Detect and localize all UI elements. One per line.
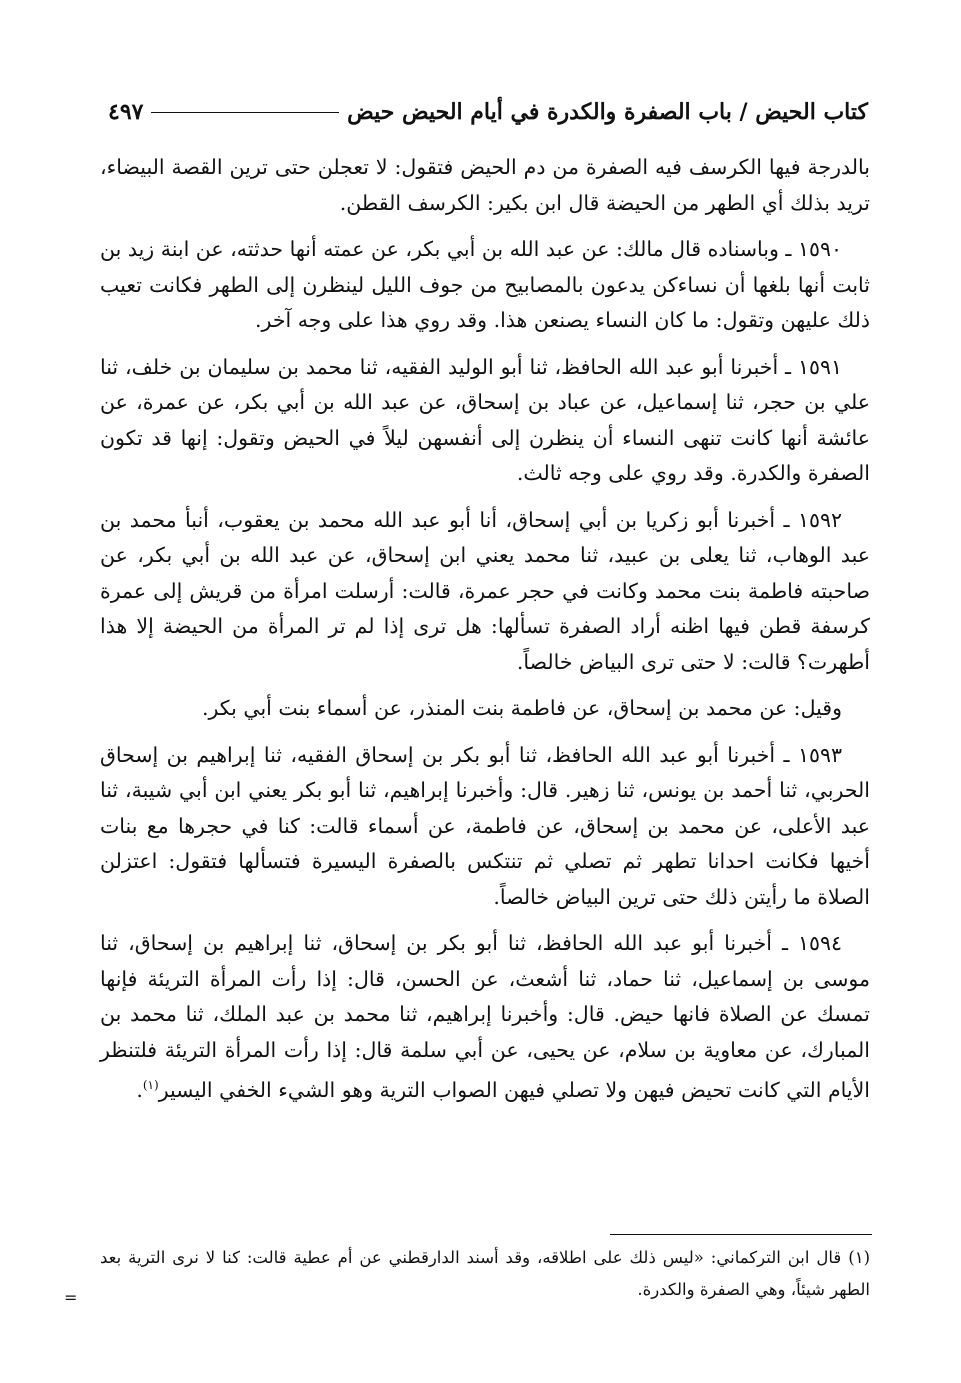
footnote-separator [610,1234,872,1235]
paragraph-1592: ١٥٩٢ ـ أخبرنا أبو زكريا بن أبي إسحاق، أنا أبو عبد الله محمد بن يعقوب، أنبأ محمد بن عبد الوهاب، ثنا يعلى بن عبيد، ثنا محمد يعني ابن إسحاق، عن عبد الله بن أبي بكر، عن صاحبته فاطمة بنت محمد وكانت في حجر عمرة، قالت: أرسلت امرأة من قريش إلى عمرة كرسفة قطن فيها اظنه أراد الصفرة تسألها: هل ترى إذا لم تر المرأة من الحيضة إلا هذا أطهرت؟ قالت: لا حتى ترى البياض خالصاً. [100,507,870,674]
paragraph-1590: ١٥٩٠ ـ وباسناده قال مالك: عن عبد الله بن أبي بكر، عن عمته أنها حدثته، عن ابنة زيد بن ثابت أنها بلغها أن نساءكن يدعون بالمصابيح من جوف الليل لينظرن إلى الطهر فكانت تعيب ذلك عليهن وتقول: ما كان النساء يصنعن هذا. وقد روي هذا على وجه آخر. [100,237,870,332]
header-rule [151,112,339,113]
footnote-reference: (١) [142,1078,159,1092]
main-text [100,150,870,1119]
page-number: ٤٩٧ [108,99,144,125]
closing-period: . [136,1077,143,1102]
footnotes [100,1242,870,1306]
paragraph-1591: ١٥٩١ ـ أخبرنا أبو عبد الله الحافظ، ثنا أبو الوليد الفقيه، ثنا محمد بن سليمان بن خلف، ثنا علي بن حجر، ثنا إسماعيل، عن عباد بن إسحاق، عن عبد الله بن أبي بكر، عن عمرة، عن عائشة أنها كانت تنهى النساء أن ينظرن إلى أنفسهن ليلاً في الحيض وتقول: إنها قد تكون الصفرة والكدرة. وقد روي على وجه ثالث. [100,354,870,485]
paragraph-1593: ١٥٩٣ ـ أخبرنا أبو عبد الله الحافظ، ثنا أبو بكر بن إسحاق الفقيه، ثنا إبراهيم بن إسحاق الحربي، ثنا أحمد بن يونس، ثنا زهير. قال: وأخبرنا إبراهيم، ثنا أبو بكر يعني ابن أبي شيبة، ثنا عبد الأعلى، عن محمد بن إسحاق، عن فاطمة، عن أسماء قالت: كنا في حجرها مع بنات أخيها فكانت احدانا تطهر ثم تصلي ثم تنتكس بالصفرة اليسيرة فتسألها فتقول: اعتزلن الصلاة ما رأيتن ذلك حتى ترين البياض خالصاً. [100,742,870,909]
running-header [108,92,868,132]
paragraph-note: وقيل: عن محمد بن إسحاق، عن فاطمة بنت المنذر، عن أسماء بنت أبي بكر. [201,696,842,720]
paragraph: بالدرجة فيها الكرسف فيه الصفرة من دم الحيض فتقول: لا تعجلن حتى ترين القصة البيضاء، تريد بذلك أي الطهر من الحيضة قال ابن بكير: الكرسف القطن. [100,155,870,215]
paragraph-1594-text: ١٥٩٤ ـ أخبرنا أبو عبد الله الحافظ، ثنا أبو بكر بن إسحاق، ثنا إبراهيم بن إسحاق، ثنا موسى بن إسماعيل، ثنا حماد، ثنا أشعث، عن الحسن، قال: إذا رأت المرأة التريئة فإنها تمسك عن الصلاة فانها حيض. قال: وأخبرنا إبراهيم، ثنا محمد بن عبد الملك، ثنا محمد بن المبارك، عن معاوية بن سلام، عن يحيى، عن أبي سلمة قال: إذا رأت المرأة التريئة فلتنظر الأيام التي كانت تحيض فيهن ولا تصلي فيهن الصواب الترية وهو الشيء الخفي اليسير [100,931,870,1102]
margin-mark: = [64,1288,78,1307]
footnote-1: (١) قال ابن التركماني: «ليس ذلك على اطلاقه، وقد أسند الدارقطني عن أم عطية قالت: كنا لا نرى الترية بعد الطهر شيئاً، وهي الصفرة والكدرة. [100,1248,870,1299]
paragraph-1594 [100,926,870,1108]
header-title: كتاب الحيض / باب الصفرة والكدرة في أيام الحيض حيض [347,99,868,125]
